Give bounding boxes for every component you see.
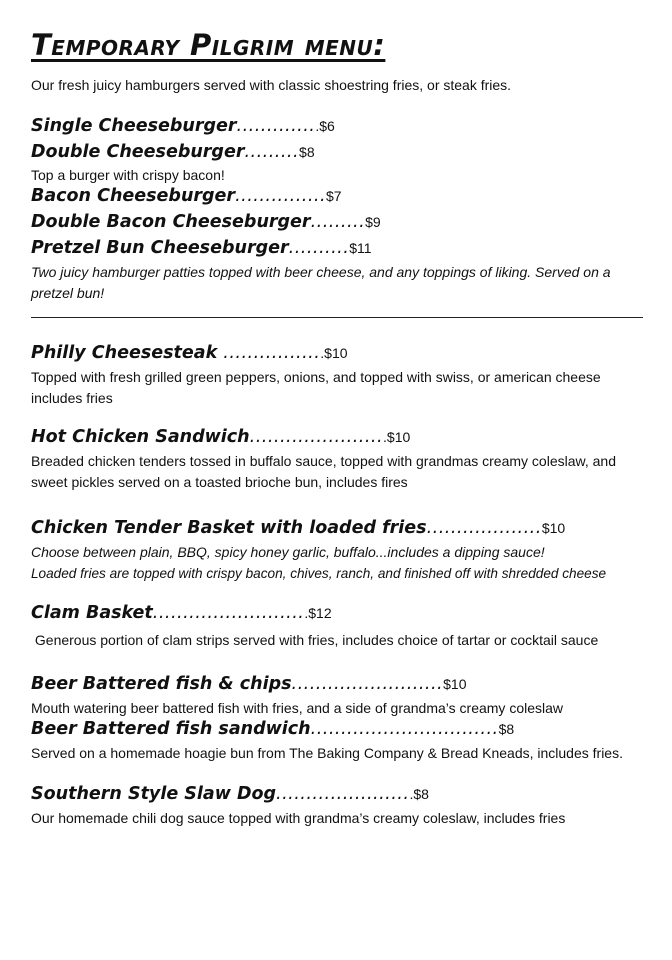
- item-name: Beer Battered fish & chips: [31, 674, 292, 694]
- menu-title: Temporary Pilgrim menu:: [31, 28, 386, 62]
- item-dots: .........: [244, 142, 300, 162]
- menu-item-bacon-cheeseburger: [31, 186, 342, 206]
- menu-item-double-bacon-cheeseburger: [31, 212, 381, 232]
- item-name: Southern Style Slaw Dog: [31, 784, 277, 804]
- item-dots: ..........: [288, 238, 350, 258]
- item-price: .$10: [320, 345, 348, 361]
- item-dots: ................: [217, 343, 321, 363]
- item-name: Beer Battered fish sandwich: [31, 719, 311, 739]
- item-description: Top a burger with crispy bacon!: [31, 167, 225, 183]
- item-description: Generous portion of clam strips served with fries, includes choice of tartar or cocktail sauce: [31, 632, 599, 648]
- item-price: $10: [541, 520, 566, 536]
- item-name: Bacon Cheeseburger: [31, 186, 236, 206]
- item-description: Loaded fries are topped with crispy bacon, chives, ranch, and finished off with shredded cheese: [31, 566, 607, 581]
- item-name: Double Bacon Cheeseburger: [31, 212, 311, 232]
- item-price: .$10: [383, 429, 411, 445]
- item-name: Double Cheeseburger: [31, 142, 245, 162]
- item-price: $7: [326, 188, 342, 204]
- item-description: Our homemade chili dog sauce topped with grandma’s creamy coleslaw, includes fries: [31, 810, 566, 826]
- menu-item-hot-chicken-sandwich: [31, 427, 410, 447]
- item-name: Single Cheeseburger: [31, 116, 237, 136]
- item-name: Chicken Tender Basket with loaded fries: [31, 518, 427, 538]
- item-dots: .........: [310, 212, 366, 232]
- item-dots: ...................: [426, 518, 542, 538]
- item-description: Two juicy hamburger patties topped with beer cheese, and any toppings of liking. Served on a pretzel bun!: [31, 264, 611, 301]
- item-dots: ......................: [249, 427, 384, 447]
- section-divider: [31, 317, 643, 318]
- item-description: Served on a homemade hoagie bun from The Baking Company & Bread Kneads, includes fries.: [31, 745, 623, 761]
- item-price: $9: [365, 214, 381, 230]
- item-description: Mouth watering beer battered fish with fries, and a side of grandma’s creamy coleslaw: [31, 700, 564, 716]
- menu-item-southern-style-slaw-dog: [31, 784, 429, 804]
- item-dots: ...............................: [310, 719, 499, 739]
- item-price: $8: [498, 721, 515, 737]
- item-price: .$6: [315, 118, 335, 134]
- menu-item-pretzel-bun-cheeseburger: [31, 238, 372, 258]
- menu-item-clam-basket: [31, 603, 332, 623]
- item-name: Hot Chicken Sandwich: [31, 427, 250, 447]
- item-price: $11: [349, 240, 372, 256]
- intro-text: Our fresh juicy hamburgers served with classic shoestring fries, or steak fries.: [31, 77, 512, 93]
- item-dots: ......................: [276, 784, 410, 804]
- item-name: Pretzel Bun Cheeseburger: [31, 238, 289, 258]
- item-dots: .........................: [291, 674, 444, 694]
- menu-item-single-cheeseburger: [31, 116, 335, 136]
- item-dots: .........................: [152, 603, 305, 623]
- menu-item-double-cheeseburger: [31, 142, 315, 162]
- item-description: Choose between plain, BBQ, spicy honey garlic, buffalo...includes a dipping sauce!: [31, 544, 545, 560]
- item-price: .$12: [304, 605, 332, 621]
- menu-item-beer-battered-fish-sandwich: [31, 719, 514, 739]
- item-name: Clam Basket: [31, 603, 153, 623]
- menu-item-beer-battered-fish-chips: [31, 674, 466, 694]
- item-description: Topped with fresh grilled green peppers, onions, and topped with swiss, or american cheese includes fries: [31, 369, 601, 406]
- menu-item-chicken-tender-basket: [31, 518, 565, 538]
- item-price: $10: [443, 676, 467, 692]
- item-price: $8: [299, 144, 315, 160]
- menu-item-philly-cheesesteak: [31, 343, 348, 363]
- item-name: Philly Cheesesteak: [31, 343, 218, 363]
- item-description: Breaded chicken tenders tossed in buffalo sauce, topped with grandmas creamy coleslaw, and sweet pickles served on a toasted brioche bun, includes fires: [31, 453, 616, 490]
- item-price: .$8: [409, 786, 429, 802]
- item-dots: ...............: [235, 186, 327, 206]
- item-dots: .............: [236, 116, 316, 136]
